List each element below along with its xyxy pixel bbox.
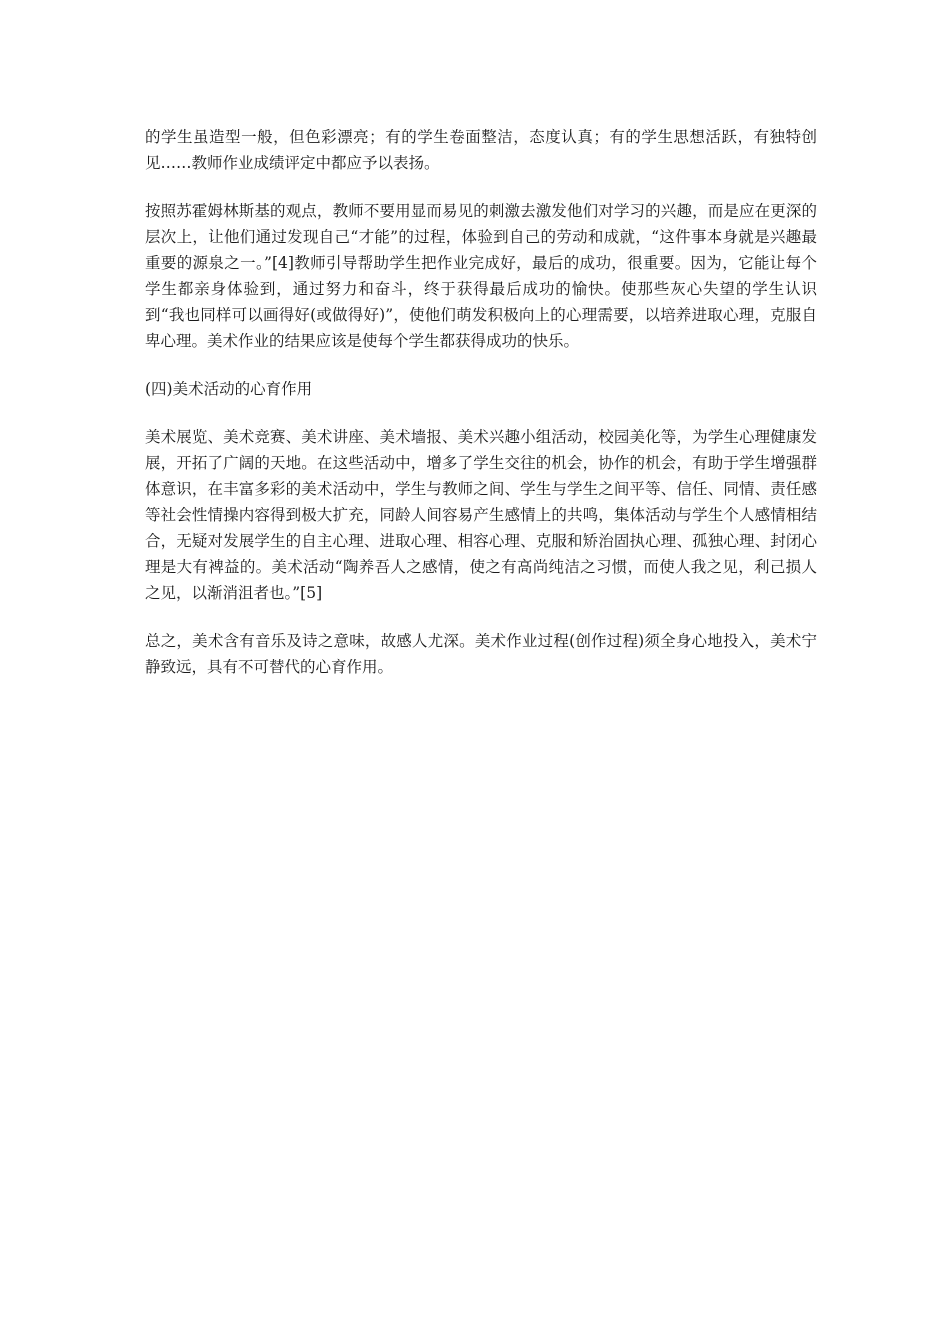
paragraph-2: 按照苏霍姆林斯基的观点，教师不要用显而易见的刺激去激发他们对学习的兴趣，而是应在更深的层次上，让他们通过发现自己“才能”的过程，体验到自己的劳动和成就，“这件事本身就是兴趣最重要的源泉之一。”[4]教师引导帮助学生把作业完成好，最后的成功，很重要。因为，它能让每个学生都亲身体验到，通过努力和奋斗，终于获得最后成功的愉快。使那些灰心失望的学生认识到“我也同样可以画得好(或做得好)”，使他们萌发积极向上的心理需要，以培养进取心理，克服自卑心理。美术作业的结果应该是使每个学生都获得成功的快乐。 [145,202,817,350]
paragraph-4: 总之，美术含有音乐及诗之意味，故感人尤深。美术作业过程(创作过程)须全身心地投入，美术宁静致远，具有不可替代的心育作用。 [145,632,817,676]
section-heading: (四)美术活动的心育作用 [145,380,313,398]
paragraph-3: 美术展览、美术竞赛、美术讲座、美术墙报、美术兴趣小组活动，校园美化等，为学生心理健康发展，开拓了广阔的天地。在这些活动中，增多了学生交往的机会，协作的机会，有助于学生增强群体意识，在丰富多彩的美术活动中，学生与教师之间、学生与学生之间平等、信任、同情、责任感等社会性情操内容得到极大扩充，同龄人间容易产生感情上的共鸣，集体活动与学生个人感情相结合，无疑对发展学生的自主心理、进取心理、相容心理、克服和矫治固执心理、孤独心理、封闭心理是大有裨益的。美术活动“陶养吾人之感情，使之有高尚纯洁之习惯，而使人我之见，利己损人之见，以渐消沮者也。”[5] [145,428,817,602]
paragraph-1: 的学生虽造型一般，但色彩漂亮；有的学生卷面整洁，态度认真；有的学生思想活跃，有独特创见……教师作业成绩评定中都应予以表扬。 [145,128,817,172]
document-body [145,124,817,702]
